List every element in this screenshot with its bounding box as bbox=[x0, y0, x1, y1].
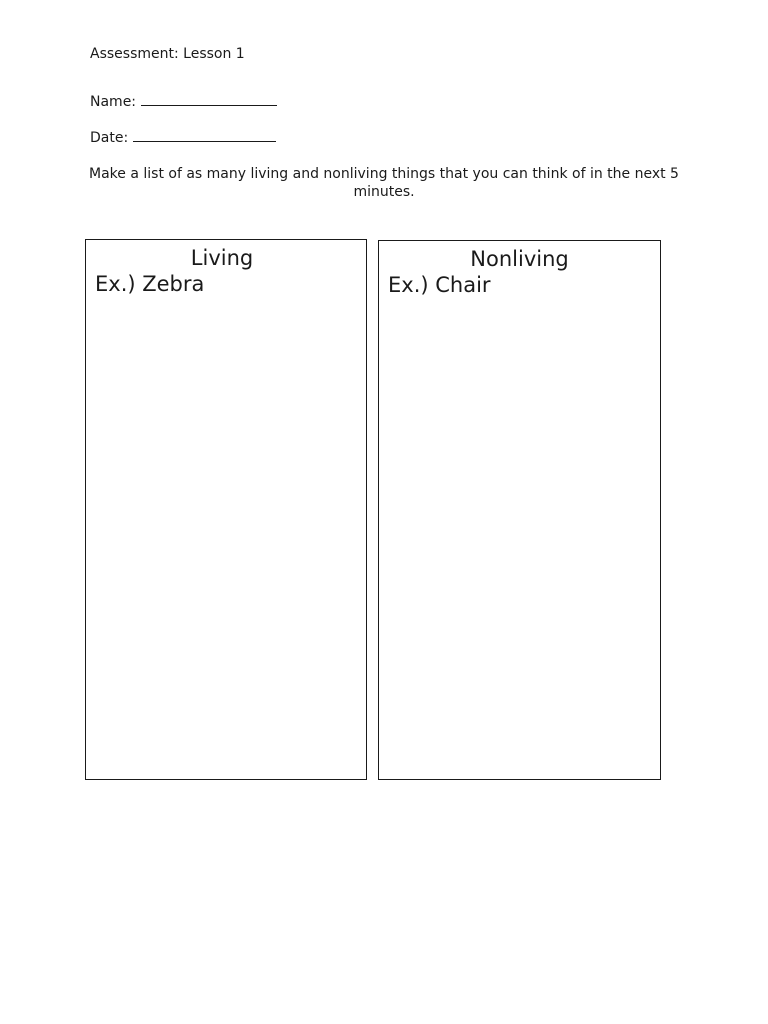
living-column-box bbox=[85, 239, 367, 780]
living-example: Ex.) Zebra bbox=[95, 272, 205, 296]
nonliving-column-box bbox=[378, 240, 661, 780]
nonliving-example: Ex.) Chair bbox=[388, 273, 491, 297]
name-blank-line bbox=[141, 93, 277, 106]
name-label: Name: bbox=[90, 94, 137, 110]
date-label: Date: bbox=[90, 130, 129, 146]
instructions-text: Make a list of as many living and nonliving things that you can think of in the next 5 minutes. bbox=[89, 166, 679, 200]
nonliving-heading: Nonliving bbox=[470, 247, 569, 271]
living-heading: Living bbox=[190, 246, 254, 270]
page-title: Assessment: Lesson 1 bbox=[90, 46, 245, 62]
name-field bbox=[90, 93, 277, 110]
date-blank-line bbox=[133, 129, 276, 142]
date-field bbox=[90, 129, 276, 146]
